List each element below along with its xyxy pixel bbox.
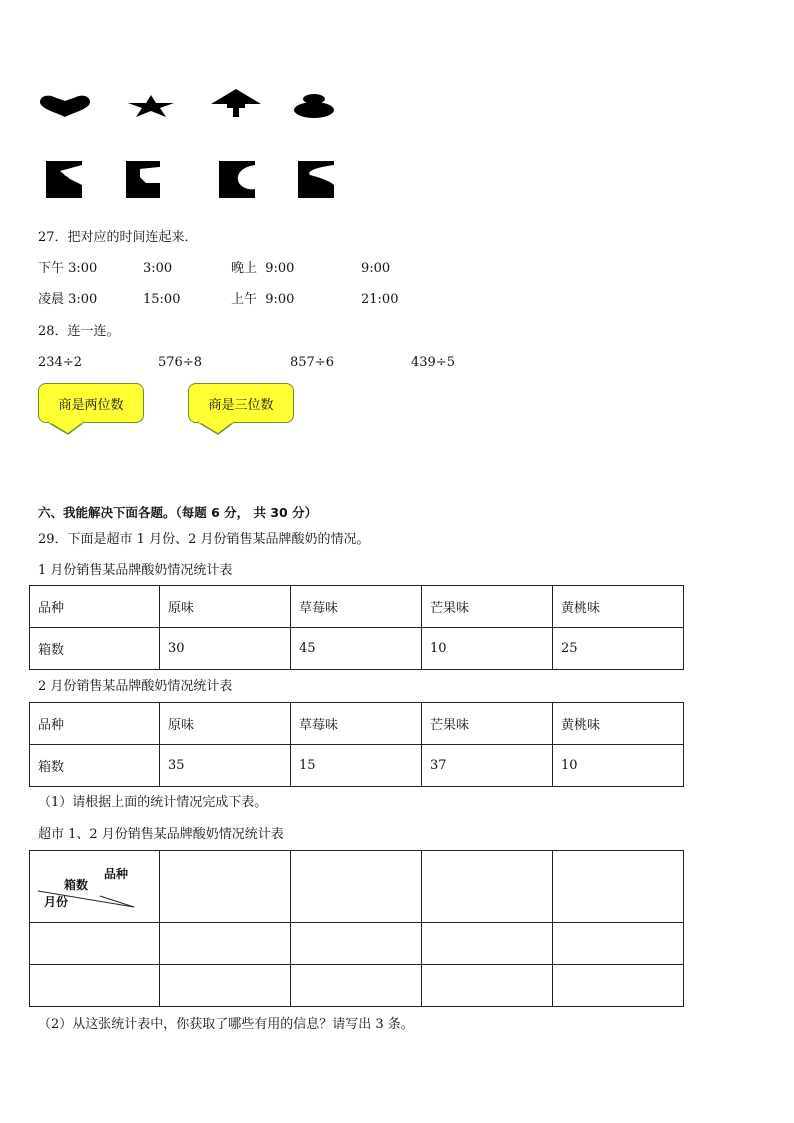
table-cell[interactable] — [160, 965, 291, 1007]
callout-label: 商是两位数 — [58, 397, 124, 413]
table-cell: 品种 — [30, 703, 160, 745]
table-cell: 黄桃味 — [553, 586, 684, 628]
table-january — [29, 585, 684, 670]
table-cell[interactable] — [291, 923, 422, 965]
callout-label: 商是三位数 — [208, 397, 274, 413]
time-item: 9:00 — [361, 261, 391, 276]
table-cell[interactable] — [30, 923, 160, 965]
table-cell[interactable] — [553, 851, 684, 923]
table-row — [30, 851, 684, 923]
time-item: 3:00 — [143, 261, 173, 276]
table-row — [30, 703, 684, 745]
table-cell: 品种 — [30, 586, 160, 628]
time-item: 晚上 9:00 — [231, 261, 295, 276]
table-cell: 黄桃味 — [553, 703, 684, 745]
corner-header-cell — [30, 851, 160, 923]
table-cell[interactable] — [422, 965, 553, 1007]
table-cell: 15 — [291, 745, 422, 787]
division-expr: 576÷8 — [158, 355, 202, 370]
table-row — [30, 628, 684, 670]
division-expr: 234÷2 — [38, 355, 82, 370]
heart-icon — [38, 95, 92, 119]
corner-diagonal-lines — [30, 851, 160, 923]
arrow-up-icon — [209, 88, 263, 118]
corner-label-middle: 箱数 — [64, 878, 89, 892]
time-item: 21:00 — [361, 292, 399, 307]
table-cell[interactable] — [160, 851, 291, 923]
table-row — [30, 965, 684, 1007]
q28-title: 28．连一连。 — [38, 324, 120, 339]
table-cell[interactable] — [422, 851, 553, 923]
table-row — [30, 923, 684, 965]
cut-square-2-icon — [126, 161, 162, 199]
table-cell: 箱数 — [30, 628, 160, 670]
callout-three-digit — [188, 383, 294, 423]
cut-square-3-icon — [219, 161, 257, 199]
table-cell: 35 — [160, 745, 291, 787]
callout-two-digit — [38, 383, 144, 423]
time-item: 上午 9:00 — [231, 292, 295, 307]
table3-caption: 超市 1、2 月份销售某品牌酸奶情况统计表 — [38, 827, 284, 842]
time-item: 15:00 — [143, 292, 181, 307]
q27-title: 27．把对应的时间连起来． — [38, 230, 198, 245]
cut-square-1-icon — [46, 161, 84, 199]
time-item: 下午 3:00 — [38, 261, 98, 276]
q29-title: 29．下面是超市 1 月份、2 月份销售某品牌酸奶的情况。 — [38, 532, 370, 547]
sub-question-2: （2）从这张统计表中，你获取了哪些有用的信息？请写出 3 条。 — [38, 1017, 414, 1032]
division-expr: 857÷6 — [290, 355, 334, 370]
table-cell: 草莓味 — [291, 703, 422, 745]
table-row — [30, 745, 684, 787]
table-cell: 草莓味 — [291, 586, 422, 628]
table-cell: 原味 — [160, 586, 291, 628]
corner-label-bottom: 月份 — [44, 895, 69, 909]
table-cell: 10 — [553, 745, 684, 787]
table-cell: 25 — [553, 628, 684, 670]
table1-caption: 1 月份销售某品牌酸奶情况统计表 — [38, 563, 233, 578]
time-item: 凌晨 3:00 — [38, 292, 98, 307]
sub-question-1: （1）请根据上面的统计情况完成下表。 — [38, 795, 268, 810]
table-cell[interactable] — [553, 923, 684, 965]
table-row — [30, 586, 684, 628]
callout-tail — [198, 421, 234, 435]
cut-square-4-icon — [298, 161, 336, 199]
table-cell[interactable] — [291, 851, 422, 923]
table-cell[interactable] — [160, 923, 291, 965]
table-cell: 芒果味 — [422, 703, 553, 745]
table-cell: 芒果味 — [422, 586, 553, 628]
table-cell[interactable] — [553, 965, 684, 1007]
star-icon — [126, 94, 176, 118]
callout-tail — [48, 421, 84, 435]
table-cell: 10 — [422, 628, 553, 670]
table-cell[interactable] — [422, 923, 553, 965]
table-february — [29, 702, 684, 787]
table-cell[interactable] — [30, 965, 160, 1007]
corner-label-top: 品种 — [104, 867, 129, 881]
division-expr: 439÷5 — [411, 355, 455, 370]
table-cell: 37 — [422, 745, 553, 787]
table-cell[interactable] — [291, 965, 422, 1007]
snowman-icon — [292, 93, 336, 119]
table-cell: 箱数 — [30, 745, 160, 787]
table2-caption: 2 月份销售某品牌酸奶情况统计表 — [38, 679, 233, 694]
table-cell: 45 — [291, 628, 422, 670]
table-cell: 30 — [160, 628, 291, 670]
section-heading: 六、我能解决下面各题。（每题 6 分， 共 30 分） — [38, 505, 318, 520]
table-combined — [29, 850, 684, 1007]
table-cell: 原味 — [160, 703, 291, 745]
